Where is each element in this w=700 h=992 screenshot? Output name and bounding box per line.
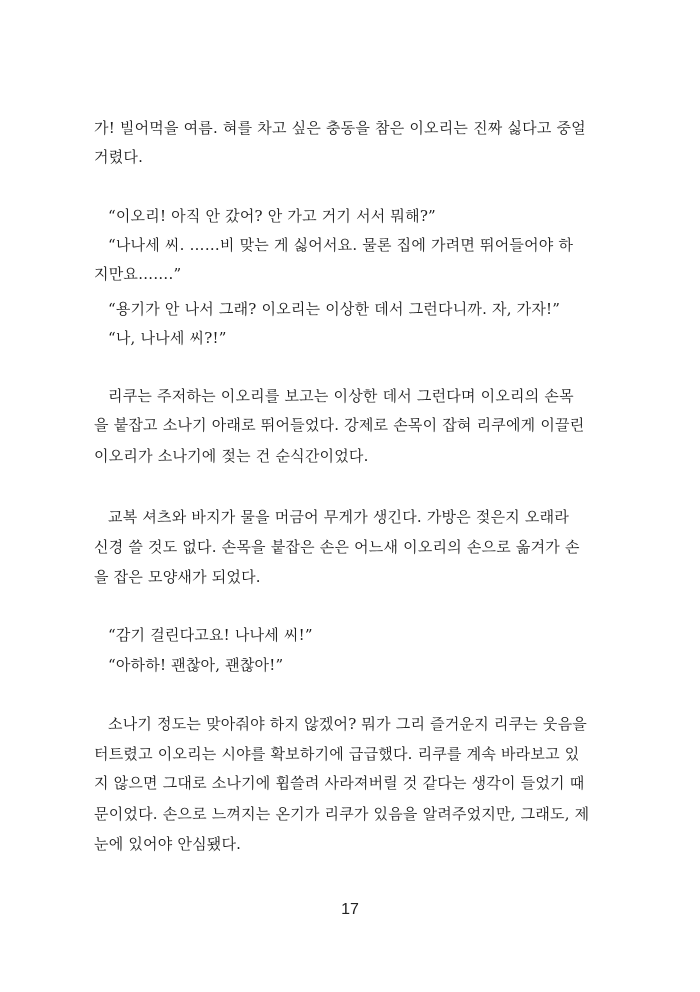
- text-line: 터트렸고 이오리는 시야를 확보하기에 급급했다. 리쿠를 계속 바라보고 있: [94, 745, 580, 763]
- text-line: 가! 빌어먹을 여름. 혀를 차고 싶은 충동을 참은 이오리는 진짜 싫다고 중얼: [94, 119, 586, 137]
- text-line: 소나기 정도는 맞아줘야 하지 않겠어? 뭐가 그리 즐거운지 리쿠는 웃음을: [108, 715, 587, 733]
- dialogue-line: “나, 나나세 씨?!”: [108, 329, 227, 347]
- dialogue-line: “나나세 씨. ……비 맞는 게 싫어서요. 물론 집에 가려면 뛰어들어야 하: [108, 236, 574, 254]
- text-line: 눈에 있어야 안심됐다.: [94, 835, 242, 853]
- dialogue-line: “아하하! 괜찮아, 괜찮아!”: [108, 656, 284, 674]
- text-line: 을 붙잡고 소나기 아래로 뛰어들었다. 강제로 손목이 잡혀 리쿠에게 이끌린: [94, 416, 585, 434]
- text-line: 리쿠는 주저하는 이오리를 보고는 이상한 데서 그런다며 이오리의 손목: [108, 387, 574, 405]
- text-line: 을 잡은 모양새가 되었다.: [94, 568, 261, 586]
- dialogue-line: “이오리! 아직 안 갔어? 안 가고 거기 서서 뭐해?”: [108, 207, 436, 225]
- text-line: 거렸다.: [94, 148, 144, 166]
- dialogue-line: 지만요…….”: [94, 265, 182, 283]
- text-line: 문이었다. 손으로 느껴지는 온기가 리쿠가 있음을 알려주었지만, 그래도, 제: [94, 805, 590, 823]
- dialogue-line: “용기가 안 나서 그래? 이오리는 이상한 데서 그런다니까. 자, 가자!”: [108, 300, 561, 318]
- text-line: 교복 셔츠와 바지가 물을 머금어 무게가 생긴다. 가방은 젖은지 오래라: [108, 508, 570, 526]
- text-line: 신경 쓸 것도 없다. 손목을 붙잡은 손은 어느새 이오리의 손으로 옮겨가 손: [94, 538, 580, 556]
- dialogue-line: “감기 걸린다고요! 나나세 씨!”: [108, 626, 313, 644]
- text-line: 이오리가 소나기에 젖는 건 순식간이었다.: [94, 447, 369, 465]
- page-number: 17: [341, 901, 359, 918]
- text-line: 지 않으면 그대로 소나기에 휩쓸려 사라져버릴 것 같다는 생각이 들었기 때: [94, 774, 585, 792]
